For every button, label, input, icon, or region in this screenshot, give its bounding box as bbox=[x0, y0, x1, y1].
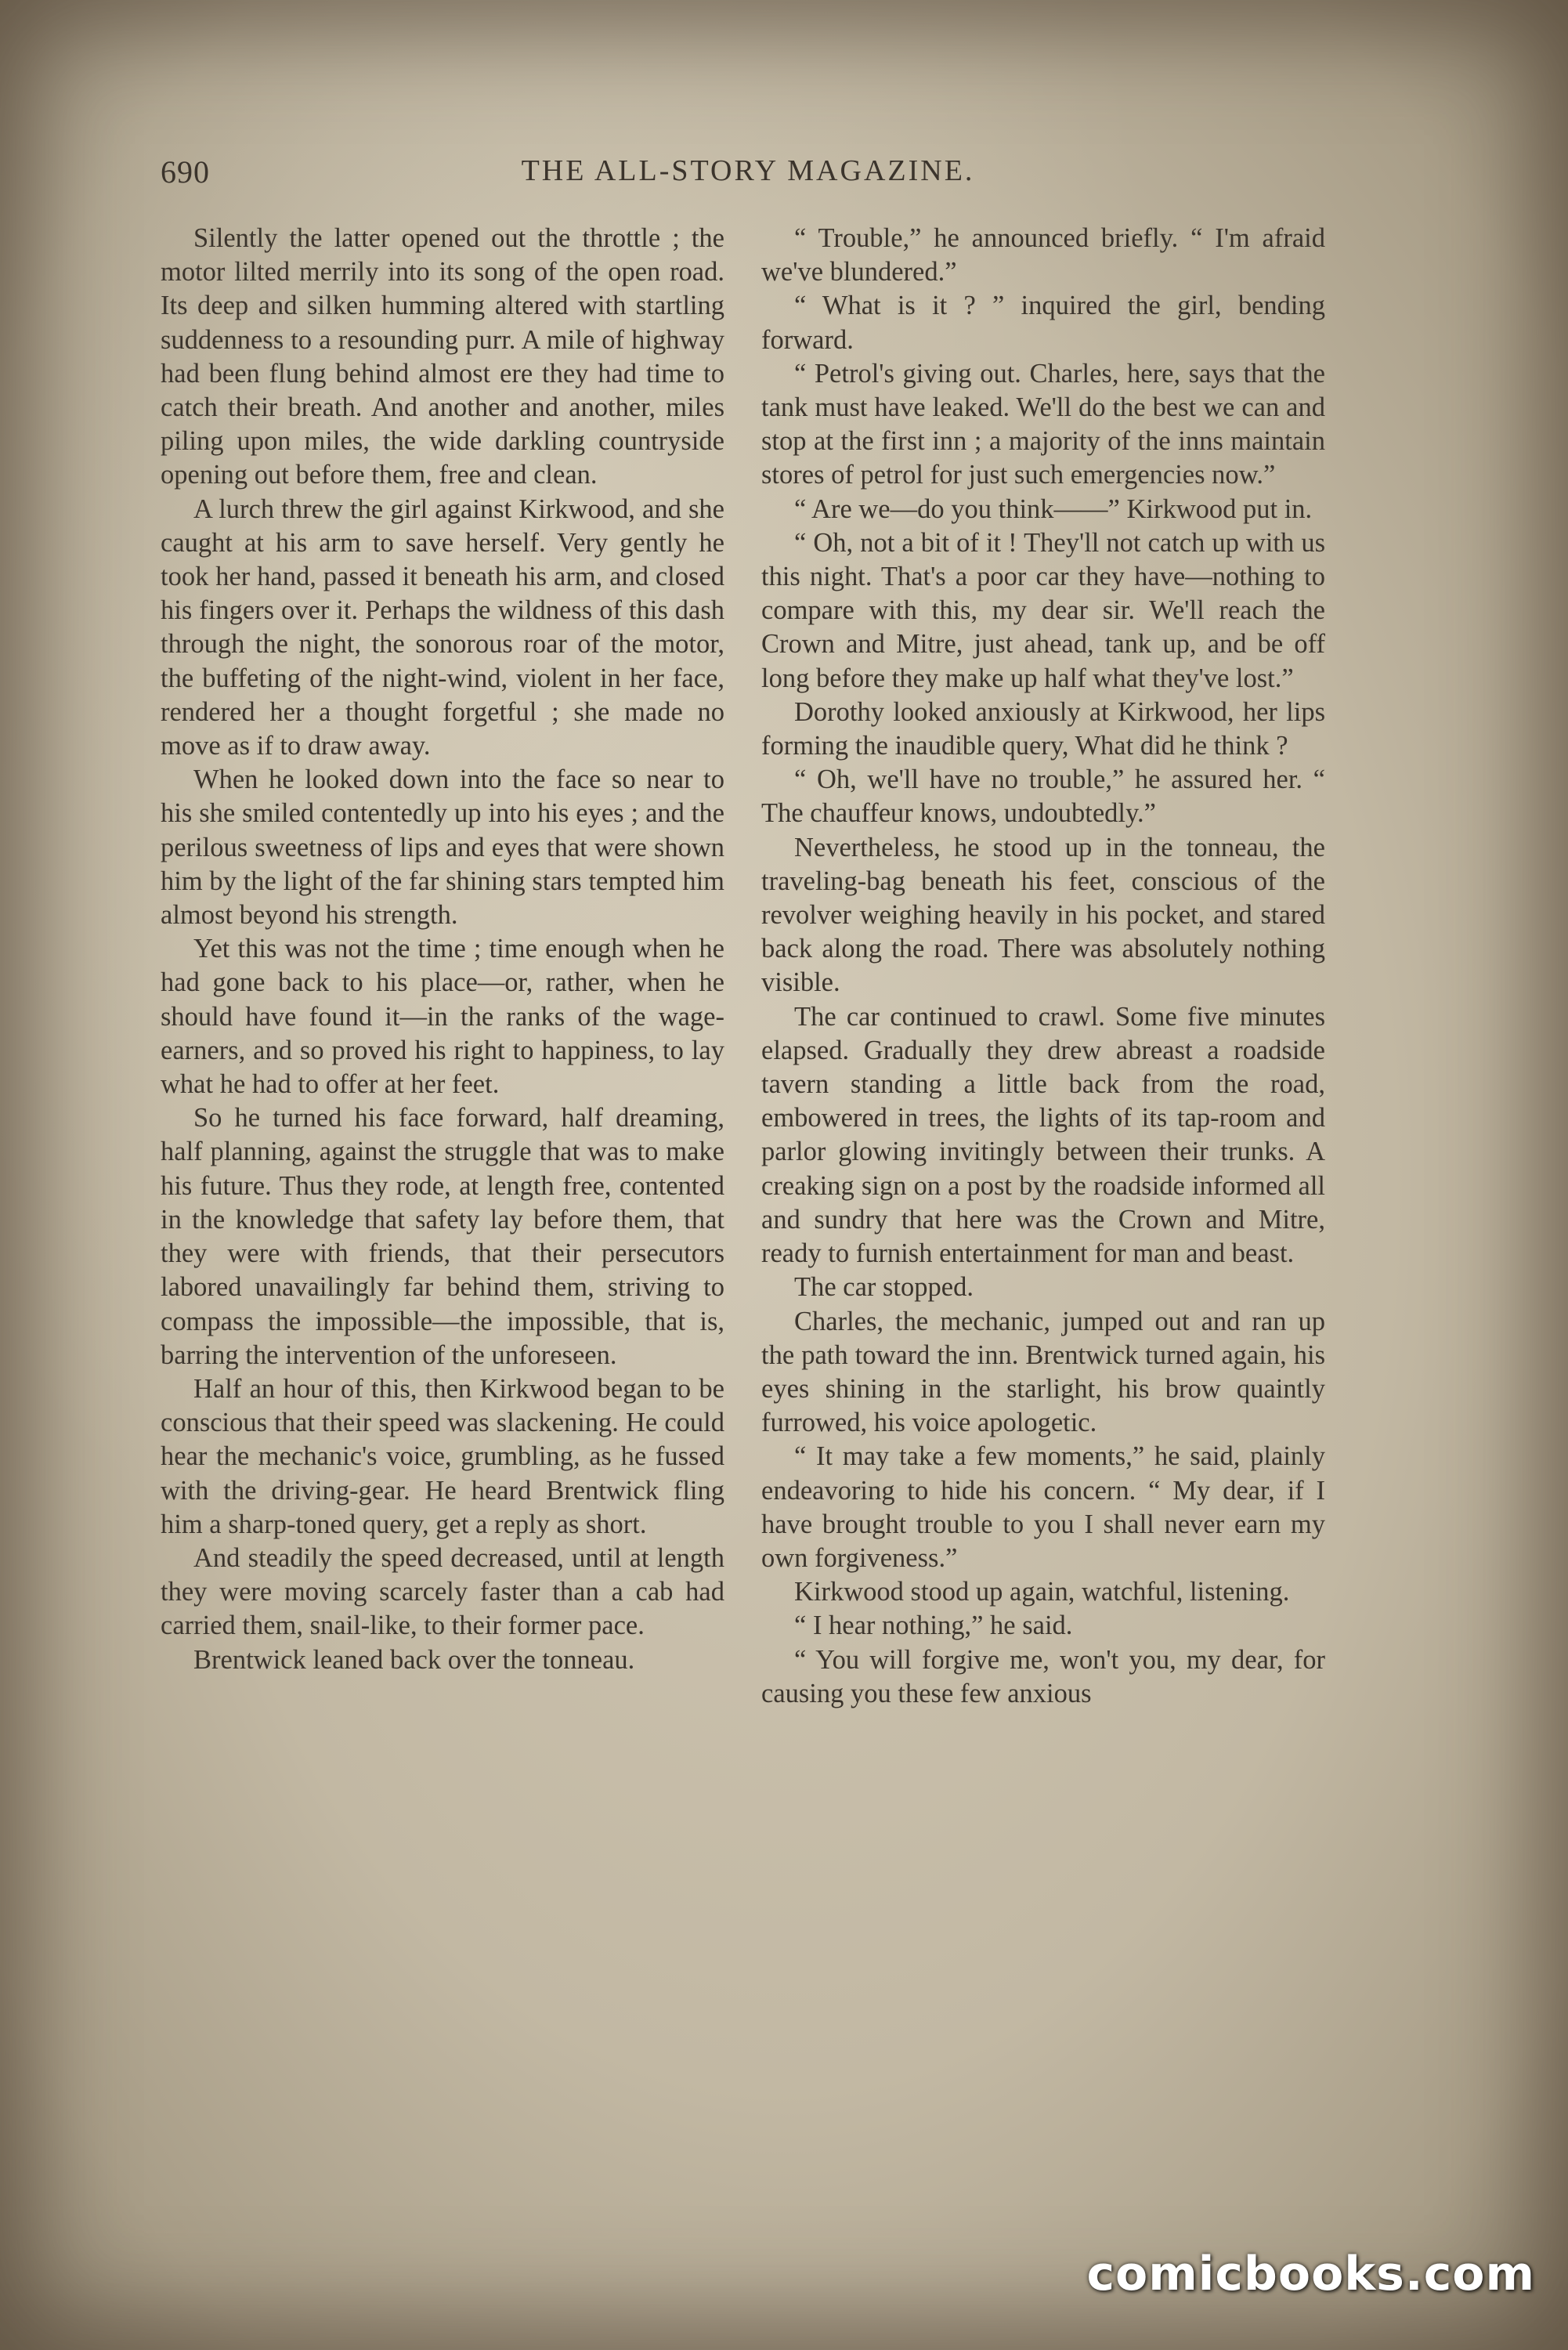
paragraph: So he turned his face forward, half dreaming, half planning, against the struggle that was to make his future. Thus they rode, at length free, contented in the knowledge that safety lay before them, that they were with friends, that their persecutors labored unavailingly far behind them, striving to compass the impossible—the impossible, that is, barring the intervention of the unforeseen. bbox=[161, 1103, 724, 1370]
left-column bbox=[161, 222, 724, 1677]
paragraph: “ You will forgive me, won't you, my dear, for causing you these few anxious bbox=[761, 1644, 1325, 1708]
paragraph: Half an hour of this, then Kirkwood began to be conscious that their speed was slackening. He could hear the mechanic's voice, grumbling, as he fussed with the driving-gear. He heard Brentwick fling him a sharp-toned query, get a reply as short. bbox=[161, 1373, 724, 1539]
paragraph: “ Are we—do you think——” Kirkwood put in. bbox=[794, 494, 1313, 524]
paragraph: The car continued to crawl. Some five minutes elapsed. Gradually they drew abreast a roadside tavern standing a little back from the road, embowered in trees, the lights of its tap-room and parlor glowing invitingly between their trunks. A creaking sign on a post by the roadside informed all and sundry that here was the Crown and Mitre, ready to furnish entertainment for man and beast. bbox=[761, 1001, 1325, 1269]
paragraph: When he looked down into the face so near to his she smiled contentedly up into his eyes ; and the perilous sweetness of lips and eyes that were shown him by the light of the far shining stars tempted him almost beyond his strength. bbox=[161, 765, 724, 931]
paragraph: A lurch threw the girl against Kirkwood, and she caught at his arm to save herself. Very gently he took her hand, passed it beneath his arm, and closed his fingers over it. Perhaps the wildness of this dash through the night, the sonorous roar of the motor, the buffeting of the night-wind, violent in her face, rendered her a thought forgetful ; she made no move as if to draw away. bbox=[161, 494, 724, 761]
paragraph: Kirkwood stood up again, watchful, listening. bbox=[794, 1577, 1290, 1607]
right-column bbox=[761, 222, 1325, 1711]
paragraph: “ What is it ? ” inquired the girl, bending forward. bbox=[761, 291, 1325, 355]
paragraph: The car stopped. bbox=[794, 1272, 974, 1303]
paragraph: Charles, the mechanic, jumped out and ran up the path toward the inn. Brentwick turned again, his eyes shining in the starlight, his brow quaintly furrowed, his voice apologetic. bbox=[761, 1306, 1325, 1438]
paragraph: Brentwick leaned back over the tonneau. bbox=[193, 1644, 635, 1675]
page-header bbox=[161, 154, 1335, 201]
running-title: THE ALL-STORY MAGAZINE. bbox=[521, 154, 975, 187]
paragraph: Nevertheless, he stood up in the tonneau, the traveling-bag beneath his feet, conscious of the revolver weighing heavily in his pocket, and stared back along the road. There was absolutely nothing visible. bbox=[761, 832, 1325, 998]
paragraph: Yet this was not the time ; time enough when he had gone back to his place—or, rather, when he should have found it—in the ranks of the wage-earners, and so proved his right to happiness, to lay what he had to offer at her feet. bbox=[161, 934, 724, 1100]
paragraph: “ Oh, we'll have no trouble,” he assured her. “ The chauffeur knows, undoubtedly.” bbox=[761, 765, 1325, 829]
paragraph: “ Oh, not a bit of it ! They'll not catch up with us this night. That's a poor car they have—nothing to compare with this, my dear sir. We'll reach the Crown and Mitre, just ahead, tank up, and be off long before they make up half what they've lost.” bbox=[761, 527, 1325, 693]
paragraph: “ Petrol's giving out. Charles, here, says that the tank must have leaked. We'll do the best we can and stop at the first inn ; a majority of the inns maintain stores of petrol for just such emergencies now.” bbox=[761, 358, 1325, 490]
paragraph: And steadily the speed decreased, until at length they were moving scarcely faster than a cab had carried them, snail-like, to their former pace. bbox=[161, 1542, 724, 1641]
paragraph: “ Trouble,” he announced briefly. “ I'm afraid we've blundered.” bbox=[761, 223, 1325, 287]
paragraph: “ I hear nothing,” he said. bbox=[794, 1611, 1073, 1641]
paragraph: Silently the latter opened out the throttle ; the motor lilted merrily into its song of the open road. Its deep and silken humming altered with startling suddenness to a resounding purr. A mile of highway had been flung behind almost ere they had time to catch their breath. And another and another, miles piling upon miles, the wide darkling countryside opening out before them, free and clean. bbox=[161, 223, 724, 490]
paragraph: Dorothy looked anxiously at Kirkwood, her lips forming the inaudible query, What did he think ? bbox=[761, 696, 1325, 761]
page-number: 690 bbox=[161, 154, 210, 190]
watermark: comicbooks.com bbox=[1086, 2247, 1535, 2301]
paragraph: “ It may take a few moments,” he said, plainly endeavoring to hide his concern. “ My dear, if I have brought trouble to you I shall never earn my own forgiveness.” bbox=[761, 1441, 1325, 1573]
